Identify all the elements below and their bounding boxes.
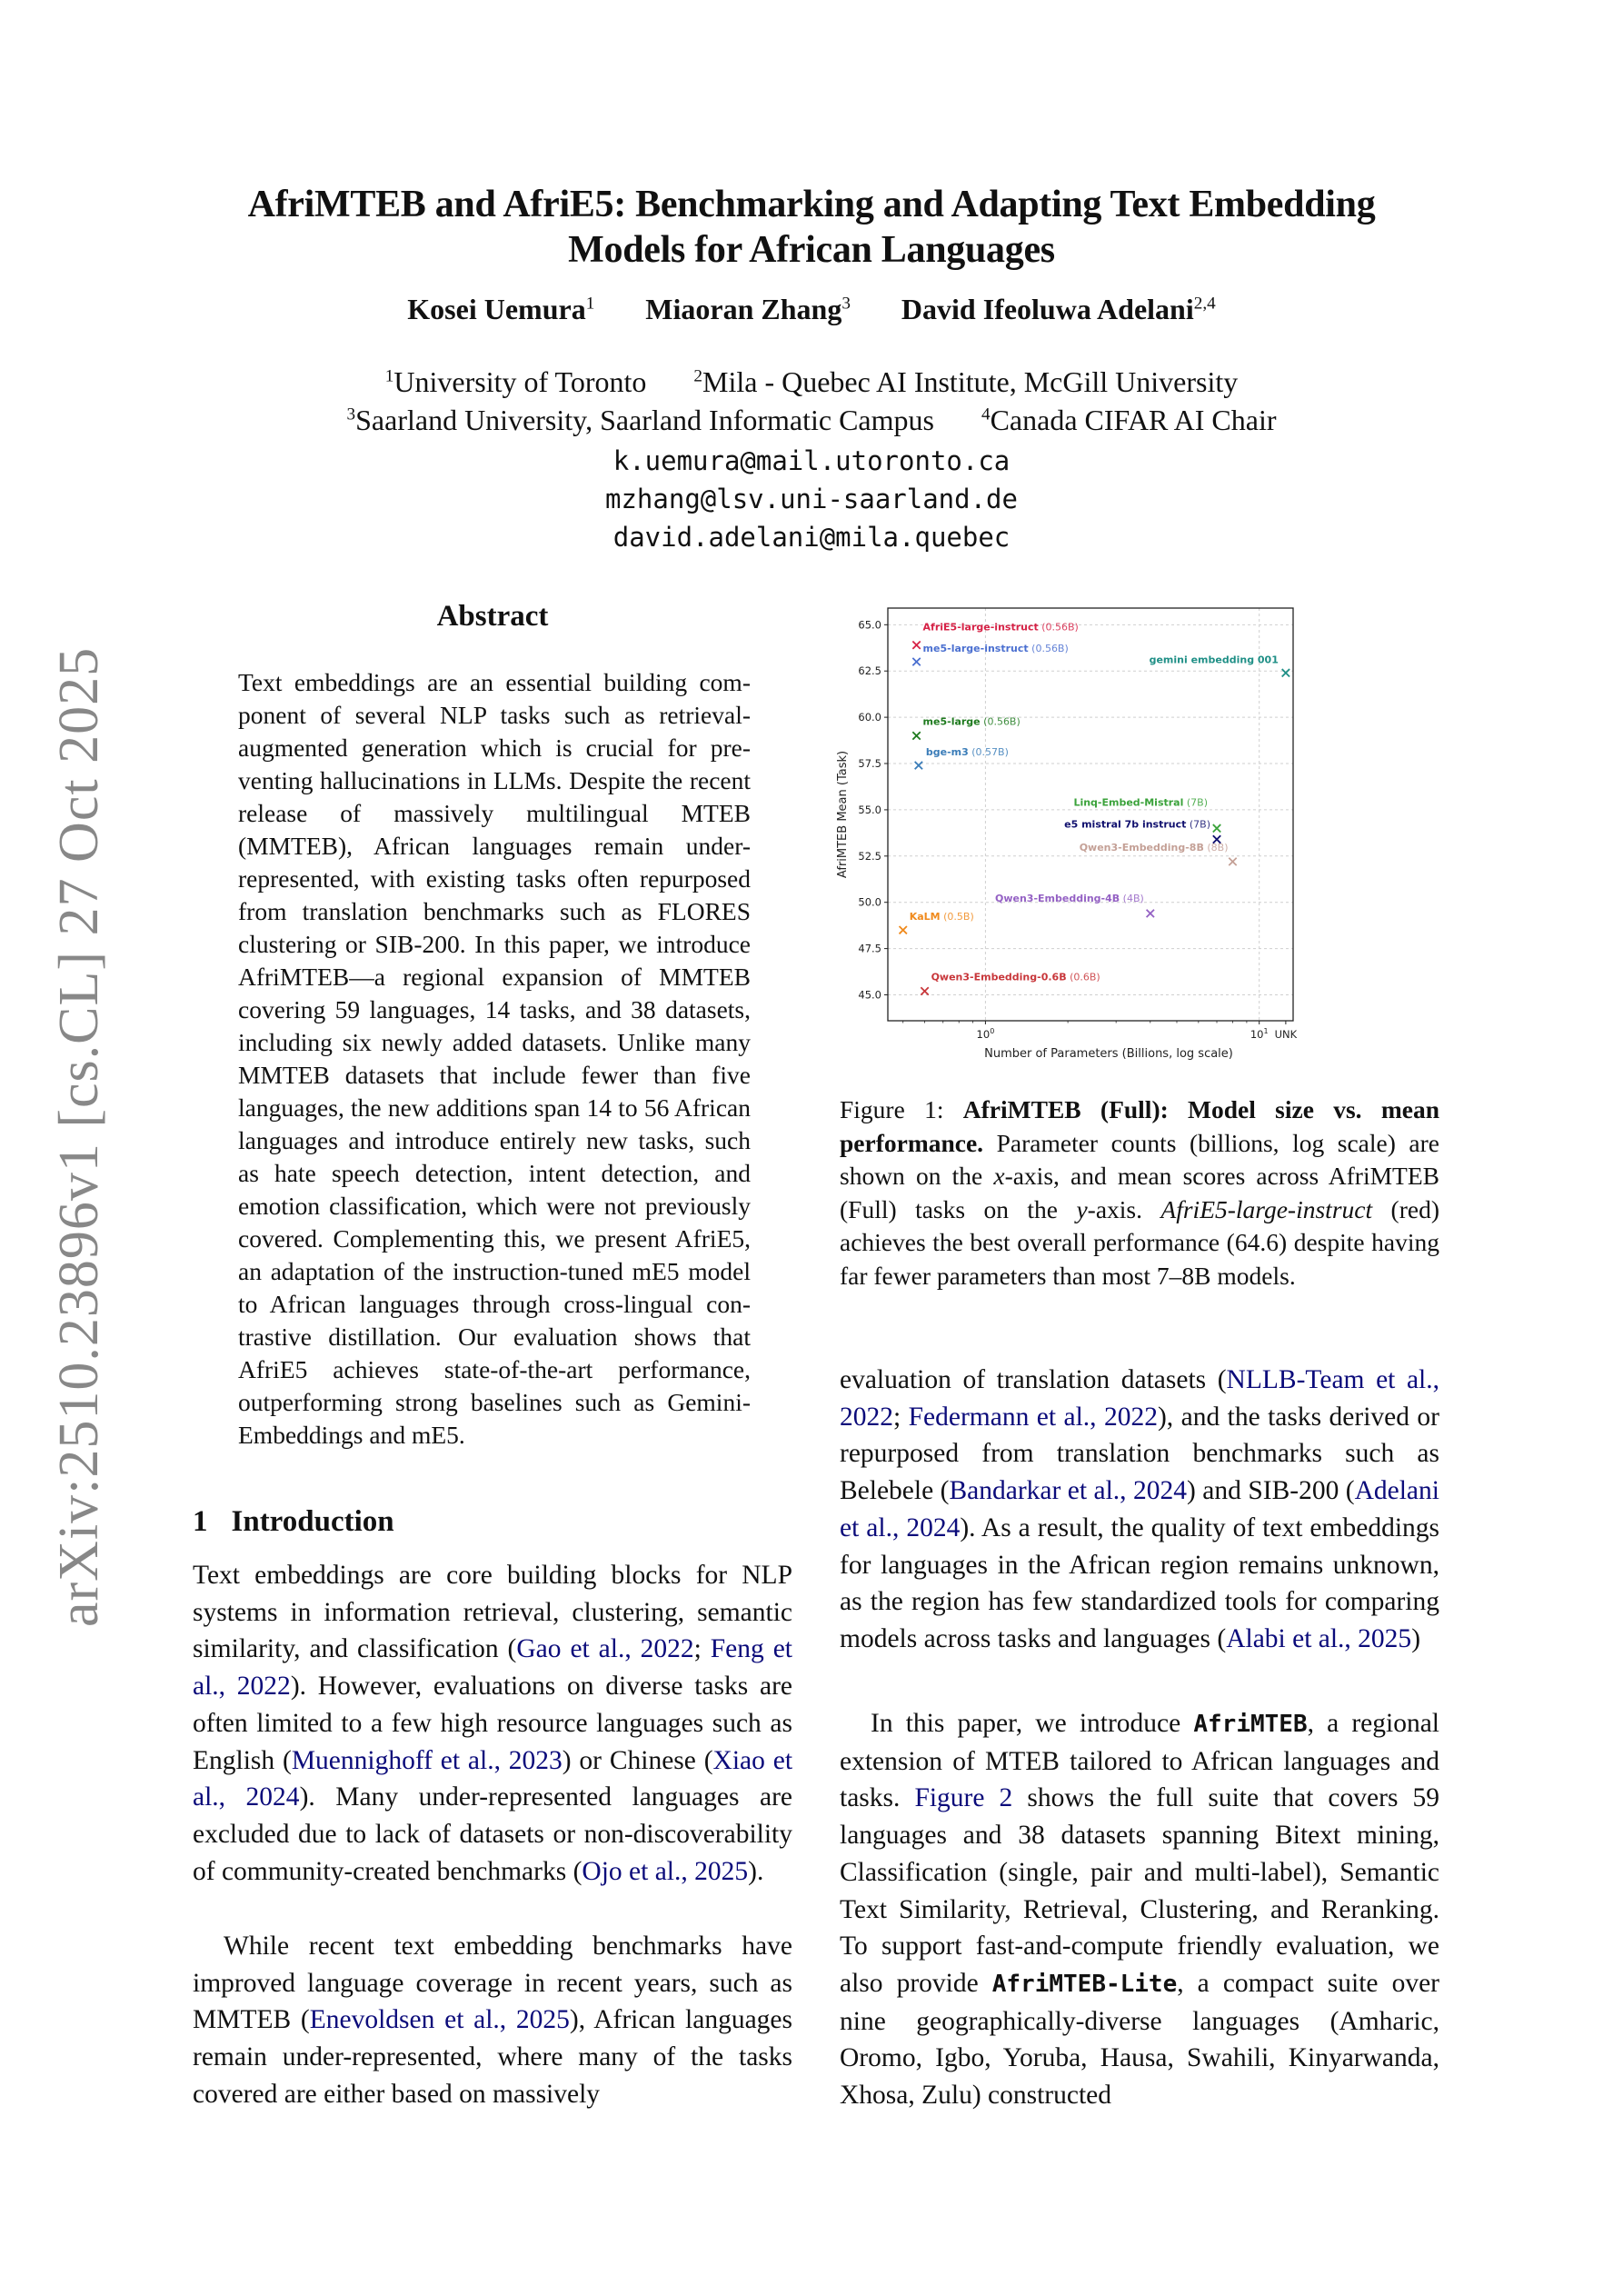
- email-3[interactable]: david.adelani@mila.quebec: [612, 522, 1011, 553]
- y-axis-label: AfriMTEB Mean (Task): [836, 750, 850, 879]
- y-tick-label: 65.0: [858, 618, 881, 632]
- citation-link[interactable]: Federmann et al., 2022: [908, 1402, 1158, 1432]
- y-tick-label: 52.5: [858, 849, 881, 863]
- citation-link[interactable]: Feng et al., 2022: [193, 1634, 792, 1702]
- data-point-marker: [1147, 910, 1154, 917]
- y-tick-label: 62.5: [858, 664, 881, 678]
- data-point-marker: [1282, 669, 1289, 676]
- y-tick-label: 47.5: [858, 942, 881, 955]
- data-point-marker: [921, 987, 928, 994]
- plot-frame: [888, 608, 1293, 1021]
- benchmark-name: AfriMTEB-Lite: [991, 1970, 1178, 1998]
- citation-link[interactable]: Adelani et al., 2024: [840, 1476, 1439, 1542]
- data-point-marker: [915, 762, 922, 769]
- data-point-label: Linq-Embed-Mistral (7B): [1073, 796, 1209, 809]
- x-tick-label: UNK: [1274, 1028, 1298, 1041]
- data-point-label: me5-large-instruct (0.56B): [922, 643, 1069, 655]
- y-tick-label: 50.0: [858, 895, 881, 909]
- author: David Ifeoluwa Adelani$^{2,4}$: [901, 293, 1216, 325]
- data-point-marker: [912, 642, 920, 649]
- caption-label: Figure 1:: [840, 1095, 944, 1123]
- citation-link[interactable]: Bandarkar et al., 2024: [949, 1476, 1188, 1506]
- data-point-label: gemini embedding 001: [1149, 654, 1279, 666]
- intro-paragraph-1: Text embeddings are core building blocks for NLP systems in information retrieval, clustering, semantic similarity, and classification (Gao et al., 2022; Feng et al., 2022). However, evaluations on diverse tasks are often limited to a few high resource languages such as English (Muennighoff et al., 2023) or Chinese (Xiao et al., 2024). Many under-represented languages are excluded due to lack of datasets or non-discoverability of community-created benchmarks (Ojo et al., 2025).: [193, 1561, 793, 1886]
- author: Kosei Uemura$^1$: [407, 293, 595, 325]
- data-point-label: me5-large (0.56B): [922, 715, 1021, 728]
- citation-link[interactable]: Ojo et al., 2025: [582, 1856, 749, 1886]
- abstract-text: Text embeddings are an essential building component of several NLP tasks such as retrieval-augmented generation which is crucial for preventing hallucinations in LLMs. Despite the recent release of massively multilingual MTEB (MMTEB), African languages remain under-represented, with existing tasks often repurposed from translation benchmarks such as FLORES clustering or SIB-200. In this paper, we introduce AfriMTEB—a regional expansion of MMTEB covering 59 languages, 14 tasks, and 38 datasets, including six newly added datasets. Unlike many MMTEB datasets that include fewer than five languages, the new additions span 14 to 56 African languages and introduce entirely new tasks, such as hate speech detection, intent detection, and emotion classification, which were not previously covered. Complementing this, we present AfriE5, an adaptation of the instruction-tuned mE5 model to African languages through cross-lingual contrastive distillation. Our evaluation shows that AfriE5 achieves state-of-the-art performance, outperforming strong baselines such as Gemini-Embeddings and mE5.: [238, 668, 751, 1449]
- x-axis-label: Number of Parameters (Billions, log scale): [984, 1047, 1233, 1061]
- data-point-label: Qwen3-Embedding-0.6B (0.6B): [931, 971, 1100, 983]
- abstract-heading: Abstract: [436, 600, 549, 633]
- y-tick-label: 45.0: [858, 988, 881, 1002]
- affiliations-line-1: [0, 365, 1623, 399]
- data-point-marker: [1213, 824, 1220, 832]
- data-point-marker: [912, 658, 920, 665]
- affiliation: $^1$University of Toronto: [384, 365, 647, 398]
- affiliation: $^2$Mila - Quebec AI Institute, McGill University: [693, 365, 1239, 398]
- title-line-2: Models for African Languages: [568, 229, 1055, 271]
- data-point-marker: [912, 732, 920, 739]
- citation-link[interactable]: Gao et al., 2022: [516, 1634, 694, 1664]
- data-point-label: Qwen3-Embedding-8B (8B): [1079, 841, 1229, 854]
- figure-1-scatter-chart: [818, 591, 1445, 1073]
- arxiv-identifier: arXiv:2510.23896v1 [cs.CL] 27 Oct 2025: [48, 646, 110, 1627]
- citation-link[interactable]: Enevoldsen et al., 2025: [309, 2005, 570, 2035]
- affiliation: $^3$Saarland University, Saarland Informatic Campus: [346, 404, 934, 436]
- y-tick-label: 60.0: [858, 711, 881, 724]
- x-tick-label: $10^1$: [1250, 1027, 1269, 1041]
- benchmark-name: AfriMTEB: [1193, 1711, 1308, 1738]
- data-point-label: Qwen3-Embedding-4B (4B): [995, 892, 1144, 904]
- title-line-1: AfriMTEB and AfriE5: Benchmarking and Adapting Text Embedding: [247, 184, 1376, 225]
- section-title: Introduction: [231, 1505, 394, 1538]
- y-tick-label: 57.5: [858, 757, 881, 771]
- figure-1-caption: Figure 1: AfriMTEB (Full): Model size vs. mean performance. Parameter counts (billions, log scale) are shown on the x-axis, and mean scores across AfriMTEB (Full) tasks on the y-axis. AfriE5-large-instruct (red) achieves the best overall performance (64.6) despite having far fewer parameters than most 7–8B models.: [840, 1095, 1439, 1290]
- figure-reference-link[interactable]: Figure 2: [914, 1783, 1013, 1813]
- author: Miaoran Zhang$^3$: [645, 293, 851, 325]
- x-tick-label: $10^0$: [976, 1027, 995, 1041]
- data-point-label: AfriE5-large-instruct (0.56B): [922, 621, 1079, 634]
- data-point-label: KaLM (0.5B): [909, 911, 974, 923]
- data-point-marker: [900, 926, 907, 933]
- intro-paragraph-2: While recent text embedding benchmarks have improved language coverage in recent years, such as MMTEB (Enevoldsen et al., 2025), African languages remain under-represented, where many of the tasks covered are either based on massively: [193, 1932, 792, 2109]
- citation-link[interactable]: Muennighoff et al., 2023: [291, 1745, 563, 1775]
- caption-bold-title: AfriMTEB (Full): Model size vs. mean performance.: [840, 1095, 1439, 1157]
- right-paragraph-2: In this paper, we introduce AfriMTEB, a regional extension of MTEB tailored to African languages and tasks. Figure 2 shows the full suite that covers 59 languages and 38 datasets spanning Bitext mining, Classification (single, pair and multi-label), Semantic Text Similarity, Retrieval, Clustering, and Reranking. To support fast-and-compute friendly evaluation, we also provide AfriMTEB-Lite, a compact suite over nine geographically-diverse languages (Amharic, Oromo, Igbo, Yoruba, Hausa, Swahili, Kinyarwanda, Xhosa, Zulu) constructed: [840, 1709, 1439, 2111]
- caption-model-name: AfriE5-large-instruct: [1160, 1194, 1373, 1223]
- paper-title: [0, 182, 1623, 273]
- section-heading-introduction: [193, 1505, 394, 1539]
- affiliation: $^4$Canada CIFAR AI Chair: [981, 404, 1277, 436]
- data-point-label: bge-m3 (0.57B): [925, 746, 1009, 759]
- affiliations-line-2: [0, 404, 1623, 437]
- y-tick-label: 55.0: [858, 803, 881, 816]
- right-paragraph-1: evaluation of translation datasets (NLLB-Team et al., 2022; Federmann et al., 2022), and the tasks derived or repurposed from translation benchmarks such as Belebele (Bandarkar et al., 2024) and SIB-200 (Adelani et al., 2024). As a result, the quality of text embeddings for languages in the African region remains unknown, as the region has few standardized tools for comparing models across tasks and languages (Alabi et al., 2025): [840, 1365, 1439, 1653]
- section-number: 1: [193, 1505, 208, 1538]
- citation-link[interactable]: Alabi et al., 2025: [1226, 1623, 1412, 1653]
- email-2[interactable]: mzhang@lsv.uni-saarland.de: [605, 484, 1018, 514]
- email-1[interactable]: k.uemura@mail.utoronto.ca: [612, 445, 1011, 476]
- citation-link[interactable]: Xiao et al., 2024: [193, 1745, 793, 1812]
- data-point-label: e5 mistral 7b instruct (7B): [1064, 818, 1211, 831]
- data-point-marker: [1229, 858, 1236, 865]
- author-list: [0, 293, 1623, 326]
- citation-link[interactable]: NLLB-Team et al., 2022: [840, 1365, 1439, 1432]
